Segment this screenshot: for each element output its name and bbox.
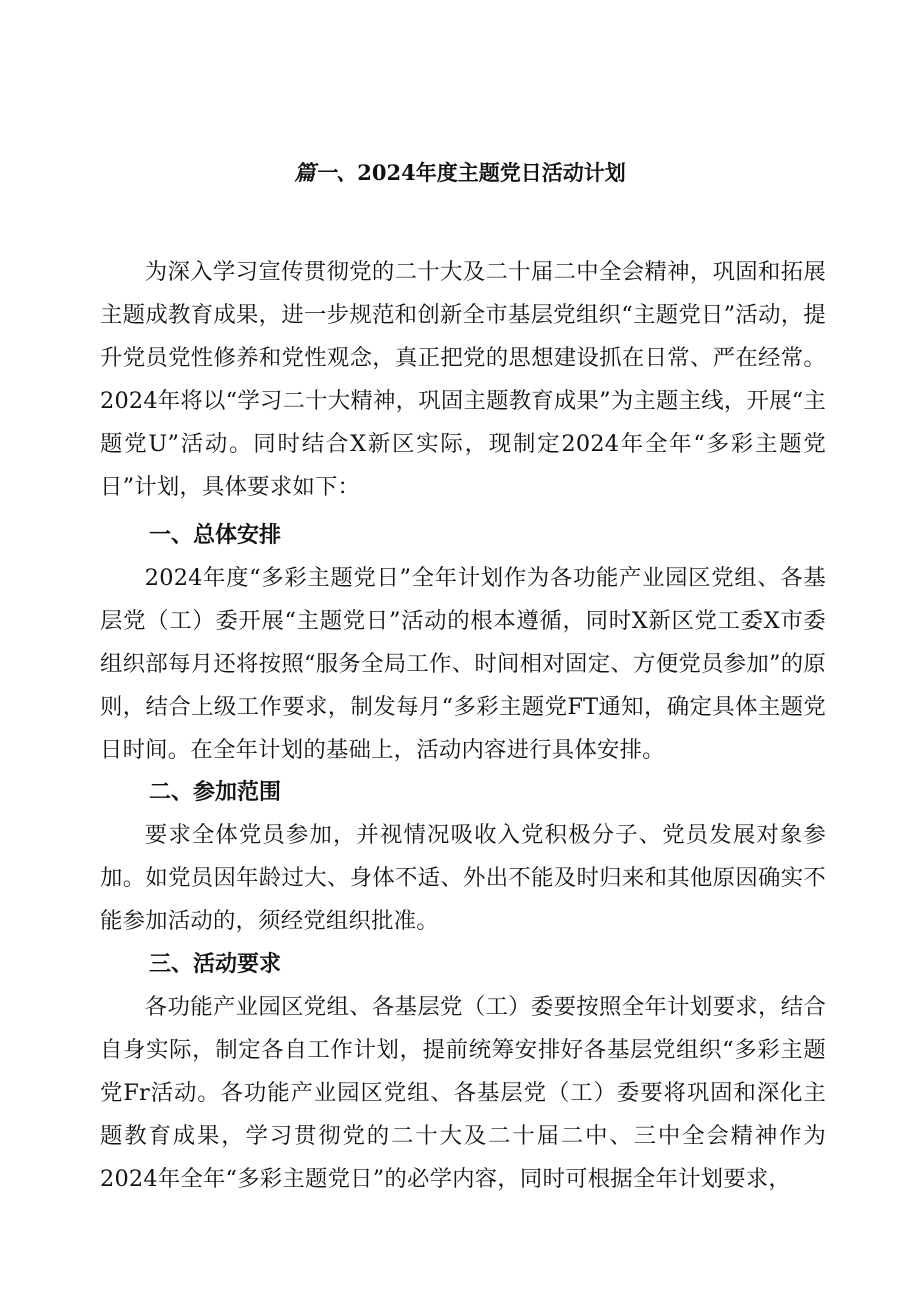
section-heading-activity-requirements: 三、活动要求 [149,951,282,977]
section-heading-overall-arrangement: 一、总体安排 [149,522,282,548]
title-prefix: 篇一、 [294,160,358,185]
document-title [0,158,920,188]
title-main: 2024年度主题党日活动计划 [357,160,626,185]
section-paragraph-overall-arrangement: 2024年度“多彩主题党日”全年计划作为各功能产业园区党组、各基层党（工）委开展“主题党日”活动的根本遵循，同时X新区党工委X市委组织部每月还将按照“服务全局工作、时间相对固定、方便党员参加”的原则，结合上级工作要求，制发每月“多彩主题党FT通知，确定具体主题党日时间。在全年计划的基础上，活动内容进行具体安排。 [100,565,826,763]
intro-paragraph: 为深入学习宣传贯彻党的二十大及二十届二中全会精神，巩固和拓展主题成教育成果，进一步规范和创新全市基层党组织“主题党日”活动，提升党员党性修养和党性观念，真正把党的思想建设抓在日常、严在经常。2024年将以“学习二十大精神，巩固主题教育成果”为主题主线，开展“主题党U”活动。同时结合X新区实际，现制定2024年全年“多彩主题党日”计划，具体要求如下： [100,259,826,500]
section-paragraph-participation-scope: 要求全体党员参加，并视情况吸收入党积极分子、党员发展对象参加。如党员因年龄过大、身体不适、外出不能及时归来和其他原因确实不能参加活动的，须经党组织批准。 [100,822,826,934]
section-heading-participation-scope: 二、参加范围 [149,779,282,805]
section-paragraph-activity-requirements: 各功能产业园区党组、各基层党（工）委要按照全年计划要求，结合自身实际，制定各自工作计划，提前统筹安排好各基层党组织“多彩主题党Fr活动。各功能产业园区党组、各基层党（工）委要将巩固和深化主题教育成果，学习贯彻党的二十大及二十届二中、三中全会精神作为2024年全年“多彩主题党日”的必学内容，同时可根据全年计划要求， [100,994,826,1192]
